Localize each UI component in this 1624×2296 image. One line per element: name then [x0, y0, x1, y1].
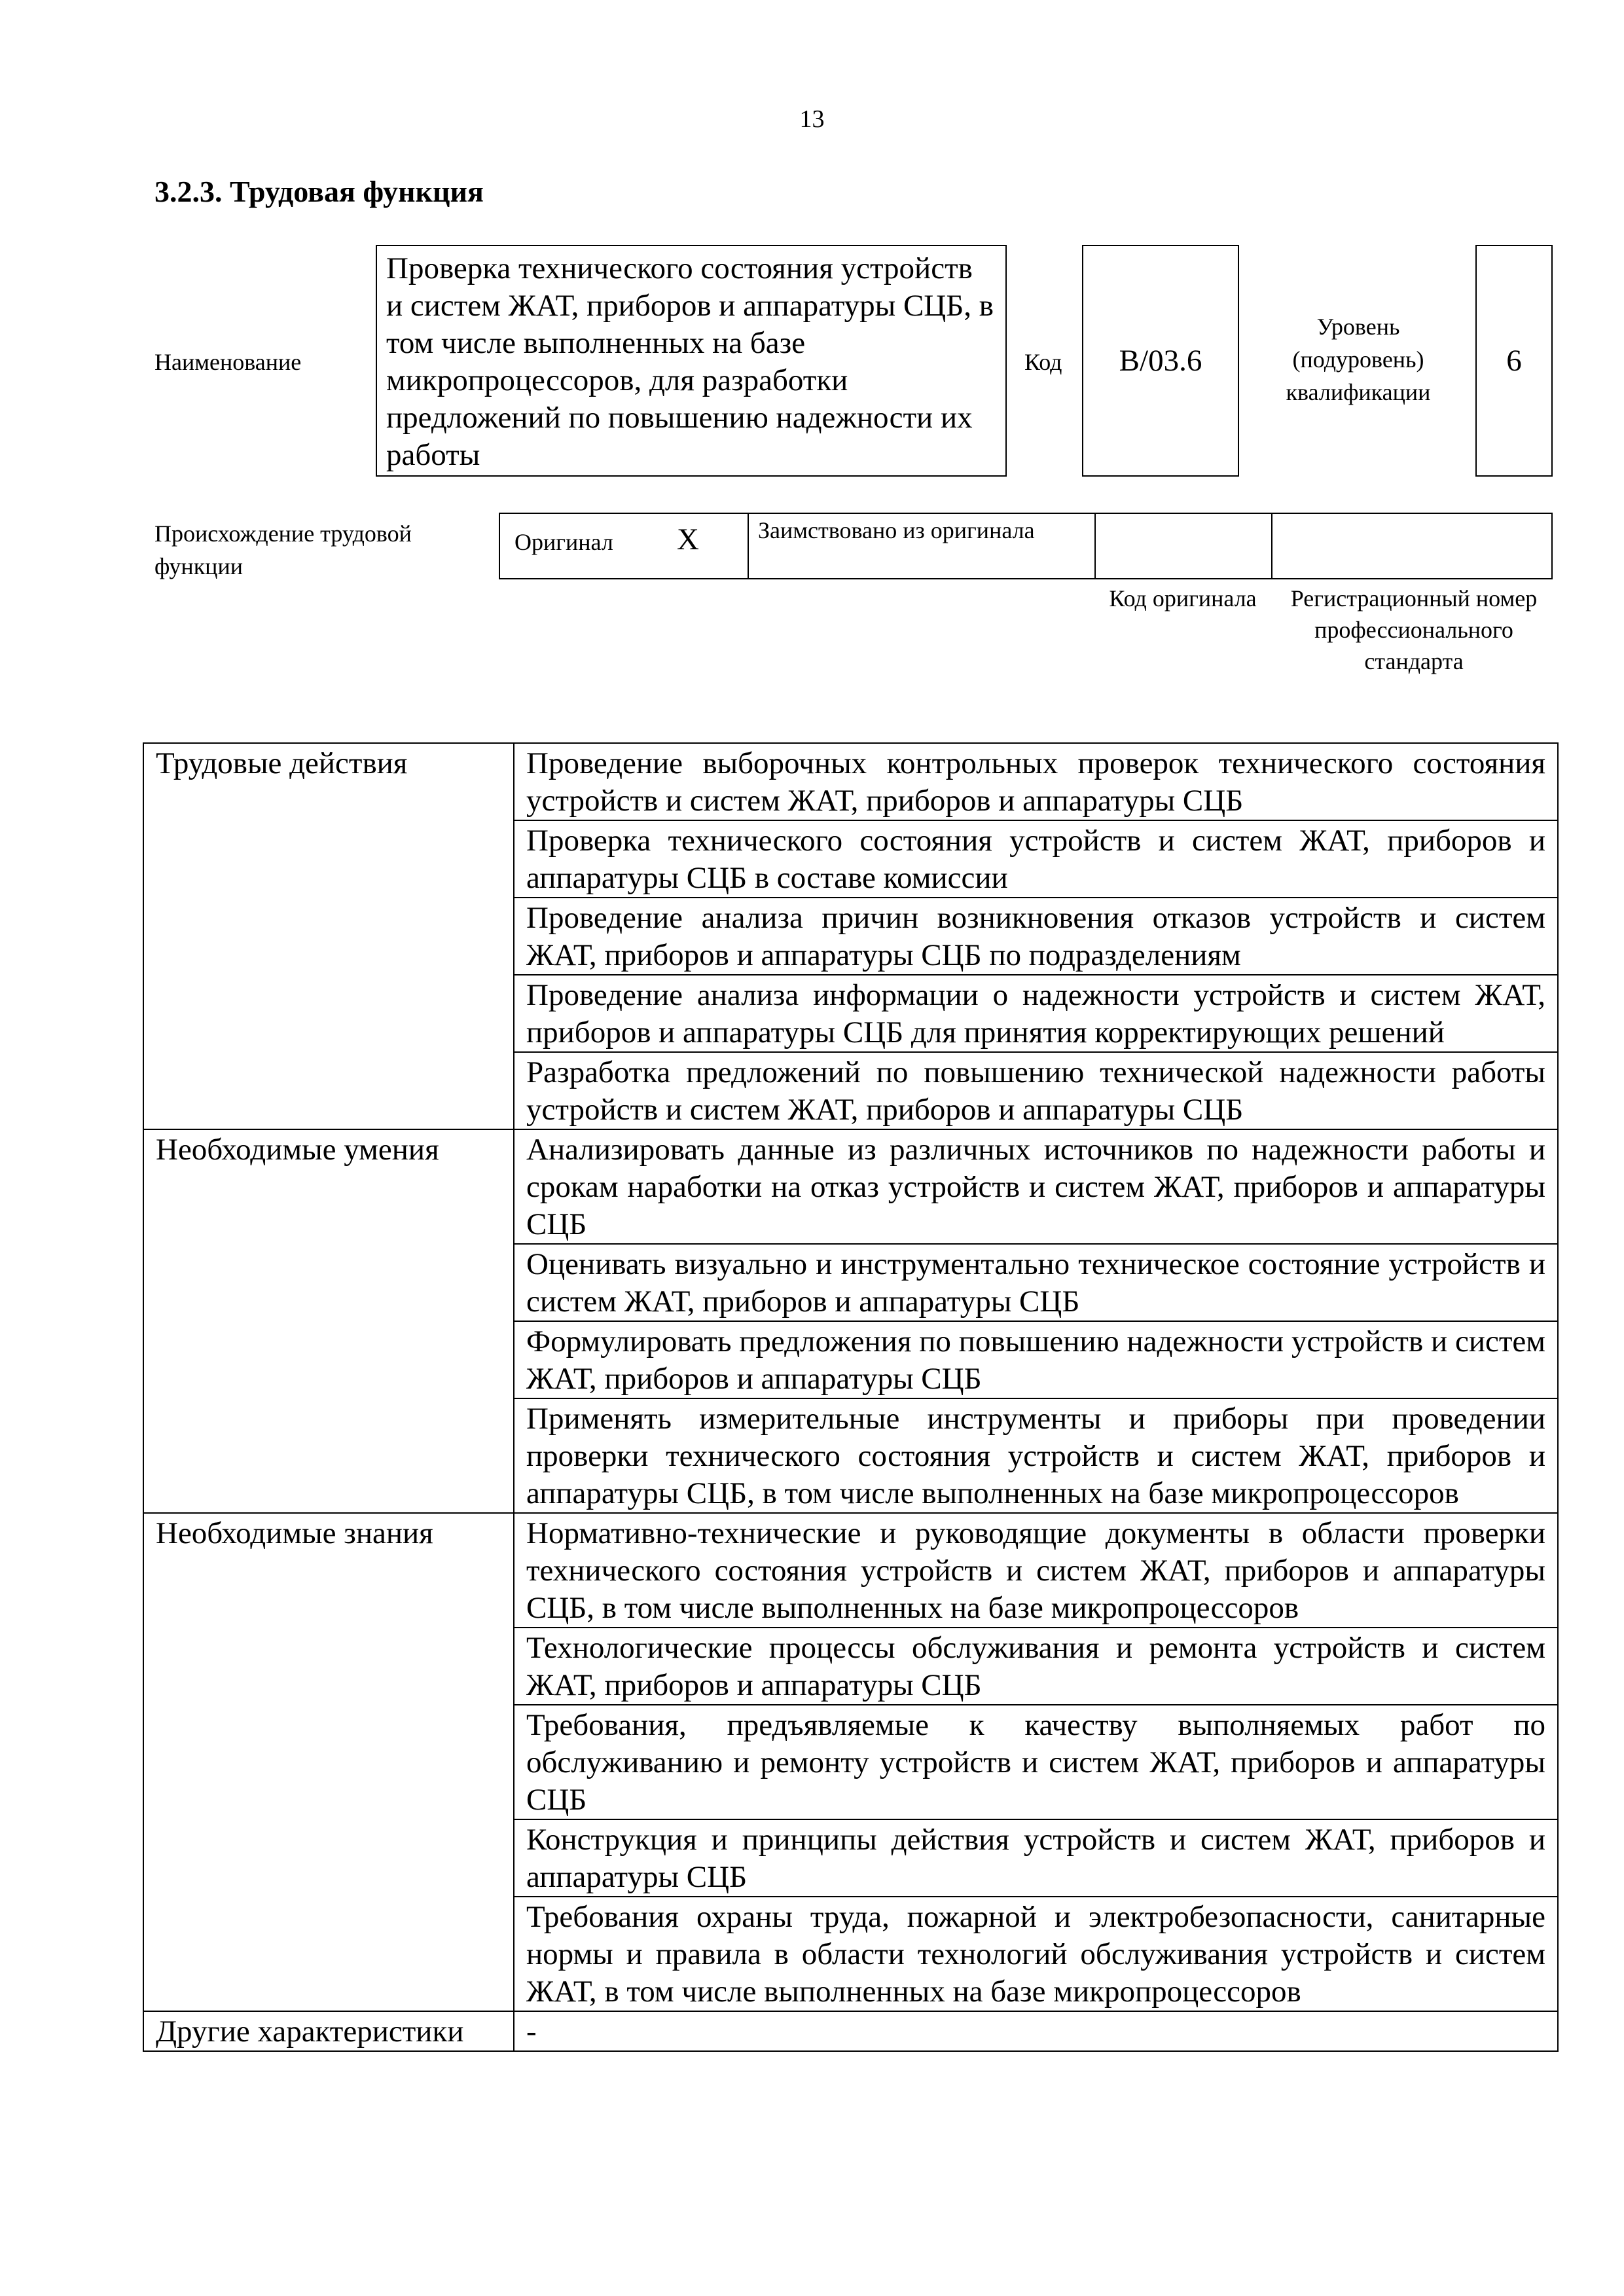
level-box: 6: [1475, 245, 1553, 477]
table-row: [143, 743, 1558, 820]
item-cell: Формулировать предложения по повышению надежности устройств и систем ЖАТ, приборов и аппаратуры СЦБ: [514, 1321, 1558, 1398]
item-cell: Разработка предложений по повышению технической надежности работы устройств и систем ЖАТ, приборов и аппаратуры СЦБ: [514, 1052, 1558, 1129]
item-cell: Проверка технического состояния устройств и систем ЖАТ, приборов и аппаратуры СЦБ в составе комиссии: [514, 820, 1558, 898]
category-cell: Необходимые знания: [143, 1513, 514, 2011]
item-cell: Проведение анализа информации о надежности устройств и систем ЖАТ, приборов и аппаратуры СЦБ для принятия корректирующих решений: [514, 975, 1558, 1052]
origin-label: Происхождение трудовой функции: [154, 520, 412, 579]
category-cell: Необходимые умения: [143, 1129, 514, 1513]
table-row: [143, 1513, 1558, 1628]
origin-borrowed-cell: [749, 514, 1096, 578]
item-cell: Нормативно-технические и руководящие документы в области проверки технического состояния устройств и систем ЖАТ, приборов и аппаратуры СЦБ, в том числе выполненных на базе микропроцессоров: [514, 1513, 1558, 1628]
borrowed-label: Заимствовано из оригинала: [758, 517, 1035, 543]
item-cell: Проведение выборочных контрольных проверок технического состояния устройств и систем ЖАТ, приборов и аппаратуры СЦБ: [514, 743, 1558, 820]
item-cell: Оценивать визуально и инструментально техническое состояние устройств и систем ЖАТ, приборов и аппаратуры СЦБ: [514, 1244, 1558, 1321]
table-row: [143, 1129, 1558, 1244]
item-cell: Технологические процессы обслуживания и ремонта устройств и систем ЖАТ, приборов и аппаратуры СЦБ: [514, 1628, 1558, 1705]
page-number: 13: [799, 105, 825, 133]
item-cell: Конструкция и принципы действия устройств и систем ЖАТ, приборов и аппаратуры СЦБ: [514, 1819, 1558, 1897]
origin-code-cell: [1096, 514, 1272, 578]
name-label: Наименование: [154, 349, 302, 375]
function-details-table: [143, 742, 1559, 2052]
category-cell: Трудовые действия: [143, 743, 514, 1129]
function-name-box: Проверка технического состояния устройств и систем ЖАТ, приборов и аппаратуры СЦБ, в том числе выполненных на базе микропроцессоров, для разработки предложений по повышению надежности их работы: [376, 245, 1007, 477]
level-label: Уровень (подуровень) квалификации: [1286, 314, 1431, 405]
section-heading: 3.2.3. Трудовая функция: [154, 175, 484, 208]
table-row: [143, 2011, 1558, 2051]
reg-number-label: Регистрационный номер профессионального стандарта: [1290, 585, 1538, 674]
code-original-label: Код оригинала: [1109, 585, 1257, 611]
item-cell: Требования охраны труда, пожарной и электробезопасности, санитарные нормы и правила в области технологий обслуживания устройств и систем ЖАТ, в том числе выполненных на базе микропроцессоров: [514, 1897, 1558, 2011]
item-cell: Проведение анализа причин возникновения отказов устройств и систем ЖАТ, приборов и аппаратуры СЦБ по подразделениям: [514, 898, 1558, 975]
original-mark: X: [677, 522, 699, 556]
origin-reg-cell: [1272, 514, 1551, 578]
original-label: Оригинал: [514, 529, 613, 555]
origin-table: [499, 513, 1553, 579]
item-cell: Применять измерительные инструменты и приборы при проведении проверки технического состояния устройств и систем ЖАТ, приборов и аппаратуры СЦБ, в том числе выполненных на базе микропроцессоров: [514, 1398, 1558, 1513]
item-cell: Требования, предъявляемые к качеству выполняемых работ по обслуживанию и ремонту устройств и систем ЖАТ, приборов и аппаратуры СЦБ: [514, 1705, 1558, 1819]
code-label: Код: [1024, 349, 1062, 375]
code-box: B/03.6: [1082, 245, 1239, 477]
origin-original-cell: [500, 514, 749, 578]
item-cell: Анализировать данные из различных источников по надежности работы и срокам наработки на отказ устройств и систем ЖАТ, приборов и аппаратуры СЦБ: [514, 1129, 1558, 1244]
category-cell: Другие характеристики: [143, 2011, 514, 2051]
item-cell: -: [514, 2011, 1558, 2051]
